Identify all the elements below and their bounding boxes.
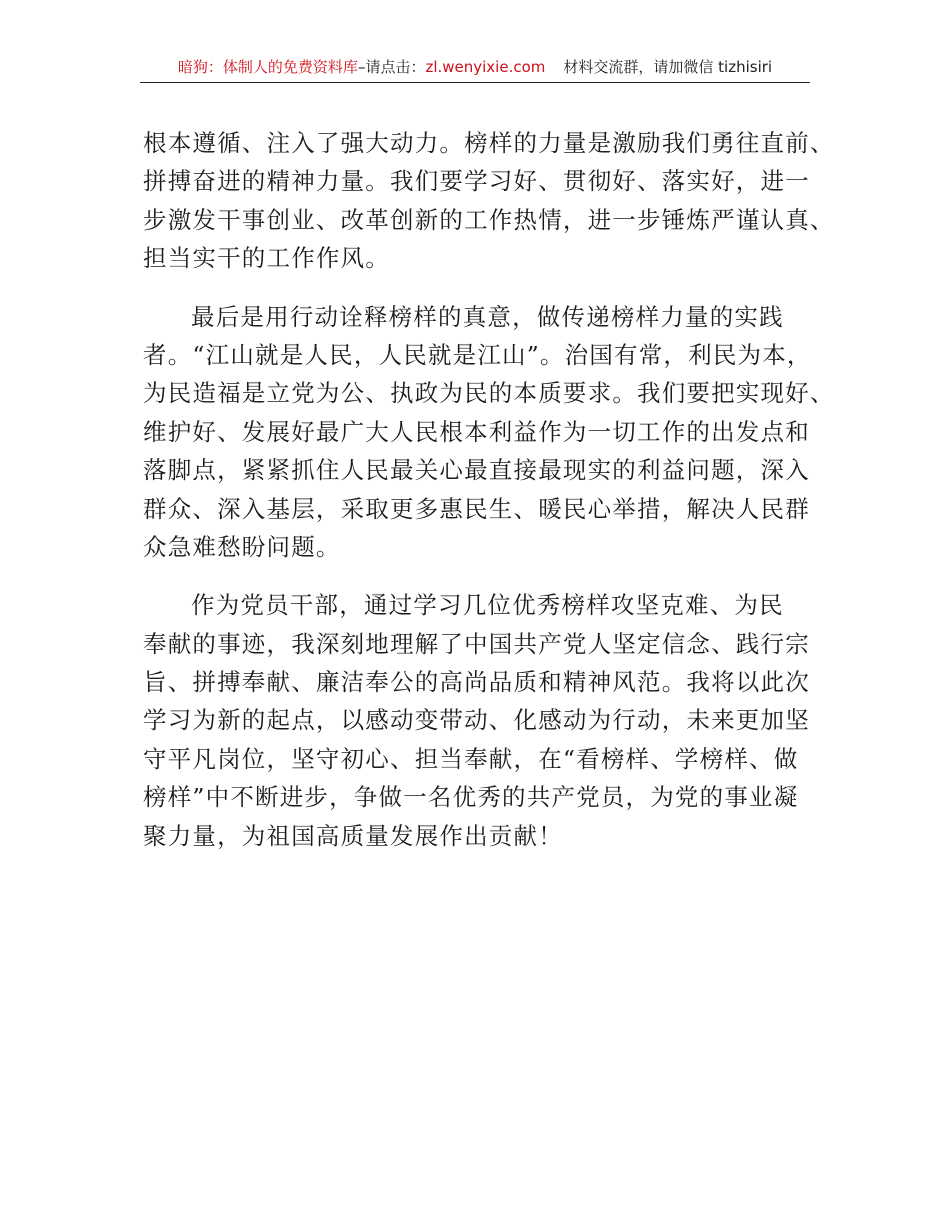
paragraph (143, 124, 833, 278)
text-line: 担当实干的工作作风。 (143, 244, 390, 273)
header-link[interactable]: zl.wenyixie.com (425, 58, 546, 76)
text-line: 步激发干事创业、改革创新的工作热情，进一步锤炼严谨认真、 (143, 205, 835, 234)
text-line: 榜样”中不断进步，争做一名优秀的共产党员，为党的事业凝 (143, 783, 799, 812)
header-contact: 材料交流群，请加微信 tizhisiri (563, 58, 773, 76)
text-line: 众急难愁盼问题。 (143, 532, 341, 561)
text-line: 聚力量，为祖国高质量发展作出贡献！ (143, 821, 563, 850)
text-line: 为民造福是立党为公、执政为民的本质要求。我们要把实现好、 (143, 379, 835, 408)
paragraph (143, 586, 833, 855)
text-line: 学习为新的起点，以感动变带动、化感动为行动，未来更加坚 (143, 706, 810, 735)
text-line: 最后是用行动诠释榜样的真意，做传递榜样力量的实践 (191, 302, 784, 331)
header-prompt: –请点击： (357, 58, 426, 76)
text-line: 维护好、发展好最广大人民根本利益作为一切工作的出发点和 (143, 417, 810, 446)
header-brand: 暗狗：体制人的免费资料库 (177, 58, 358, 76)
text-line: 落脚点，紧紧抓住人民最关心最直接最现实的利益问题，深入 (143, 456, 810, 485)
text-line: 奉献的事迹，我深刻地理解了中国共产党人坚定信念、践行宗 (143, 629, 810, 658)
text-line: 根本遵循、注入了强大动力。榜样的力量是激励我们勇往直前、 (143, 129, 835, 157)
page-header (140, 56, 810, 83)
text-line: 守平凡岗位，坚守初心、担当奉献，在“看榜样、学榜样、做 (143, 744, 799, 773)
text-line: 拼搏奋进的精神力量。我们要学习好、贯彻好、落实好，进一 (143, 167, 810, 196)
document-body (143, 124, 833, 855)
text-line: 作为党员干部，通过学习几位优秀榜样攻坚克难、为民 (191, 591, 784, 620)
text-line: 旨、拼搏奉献、廉洁奉公的高尚品质和精神风范。我将以此次 (143, 668, 810, 697)
text-line: 群众、深入基层，采取更多惠民生、暖民心举措，解决人民群 (143, 494, 810, 523)
text-line: 者。“江山就是人民，人民就是江山”。治国有常，利民为本， (143, 340, 812, 369)
paragraph (143, 298, 833, 567)
